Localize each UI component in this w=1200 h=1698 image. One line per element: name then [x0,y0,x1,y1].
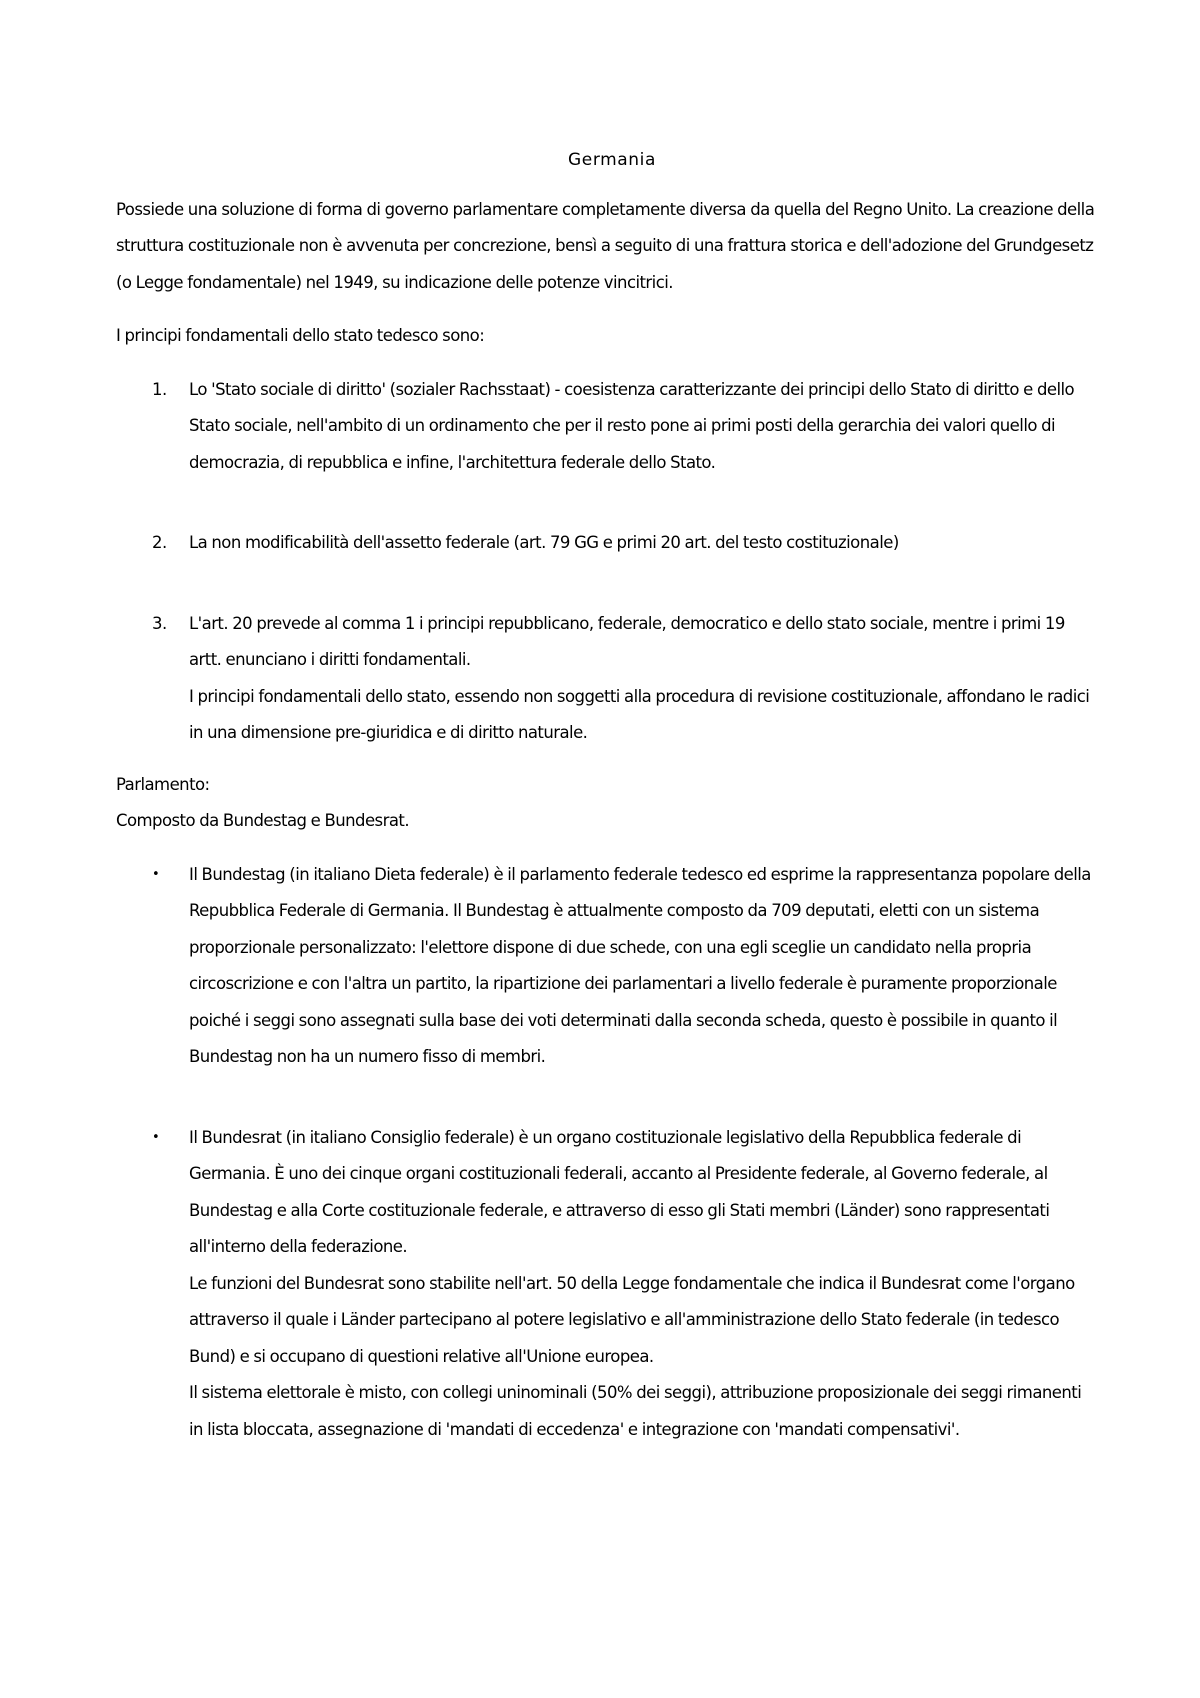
bullet-icon: • [152,1129,160,1145]
principle-number: 3. [152,613,167,633]
intro-paragraph: Possiede una soluzione di forma di governo parlamentare completamente diversa da quella del Regno Unito. La creazione della struttura costituzionale non è avvenuta per concrezione, bensì a seguito di una frattura storica e dell'adozione del Grundgesetz (o Legge fondamentale) nel 1949, su indicazione delle potenze vincitrici. [116,199,1095,292]
chamber-text: Il Bundestag (in italiano Dieta federale) è il parlamento federale tedesco ed esprime la rappresentanza popolare della Repubblica Federale di Germania. Il Bundestag è attualmente composto da 709 deputati, eletti con un sistema proporzionale personalizzato: l'elettore dispone di due schede, con una egli sceglie un candidato nella propria circoscrizione e con l'altra un partito, la ripartizione dei parlamentari a livello federale è puramente proporzionale poiché i seggi sono assegnati sulla base dei voti determinati dalla seconda scheda, questo è possibile in quanto il Bundestag non ha un numero fisso di membri. [189,864,1091,1066]
principle-number: 2. [152,533,167,552]
principles-list [116,372,1096,752]
parliament-heading: Parlamento: [116,774,210,794]
principle-item [116,525,1096,562]
chamber-text: Il Bundesrat (in italiano Consiglio federale) è un organo costituzionale legislativo della Repubblica federale di Germania. È uno dei cinque organi costituzionali federali, accanto al Presidente federale, al Governo federale, al Bundestag e alla Corte costituzionale federale, e attraverso di esso gli Stati membri (Länder) sono rappresentati all'interno della federazione. [189,1127,1050,1256]
principles-heading: I principi fondamentali dello stato tedesco sono: [116,326,485,345]
principle-item [116,606,1096,752]
chamber-item-bundestag [116,857,1096,1076]
document-title: Germania [567,150,656,170]
principle-item [116,372,1096,482]
principle-text: I principi fondamentali dello stato, essendo non soggetti alla procedura di revisione costituzionale, affondano le radici in una dimensione pre-giuridica e di diritto naturale. [189,686,1090,742]
principle-text: La non modificabilità dell'assetto federale (art. 79 GG e primi 20 art. del testo costituzionale) [189,533,899,552]
chambers-list [116,857,1096,1449]
principle-number: 1. [152,379,167,399]
parliament-composition: Composto da Bundestag e Bundesrat. [116,811,410,830]
principle-text: Lo 'Stato sociale di diritto' (sozialer Rachsstaat) - coesistenza caratterizzante dei principi dello Stato di diritto e dello Stato sociale, nell'ambito di un ordinamento che per il resto pone ai primi posti della gerarchia dei valori quello di democrazia, di repubblica e infine, l'architettura federale dello Stato. [189,379,1075,472]
document-body [116,142,1096,1448]
bullet-icon: • [152,866,160,882]
chamber-text: Le funzioni del Bundesrat sono stabilite nell'art. 50 della Legge fondamentale che indica il Bundesrat come l'organo attraverso il quale i Länder partecipano al potere legislativo e all'amministrazione dello Stato federale (in tedesco Bund) e si occupano di questioni relative all'Unione europea. [189,1273,1075,1366]
chamber-item-bundesrat [116,1120,1096,1449]
chamber-text: Il sistema elettorale è misto, con collegi uninominali (50% dei seggi), attribuzione proposizionale dei seggi rimanenti in lista bloccata, assegnazione di 'mandati di eccedenza' e integrazione con 'mandati compensativi'. [189,1383,1082,1439]
principle-text: L'art. 20 prevede al comma 1 i principi repubblicano, federale, democratico e dello stato sociale, mentre i primi 19 artt. enunciano i diritti fondamentali. [189,613,1065,669]
